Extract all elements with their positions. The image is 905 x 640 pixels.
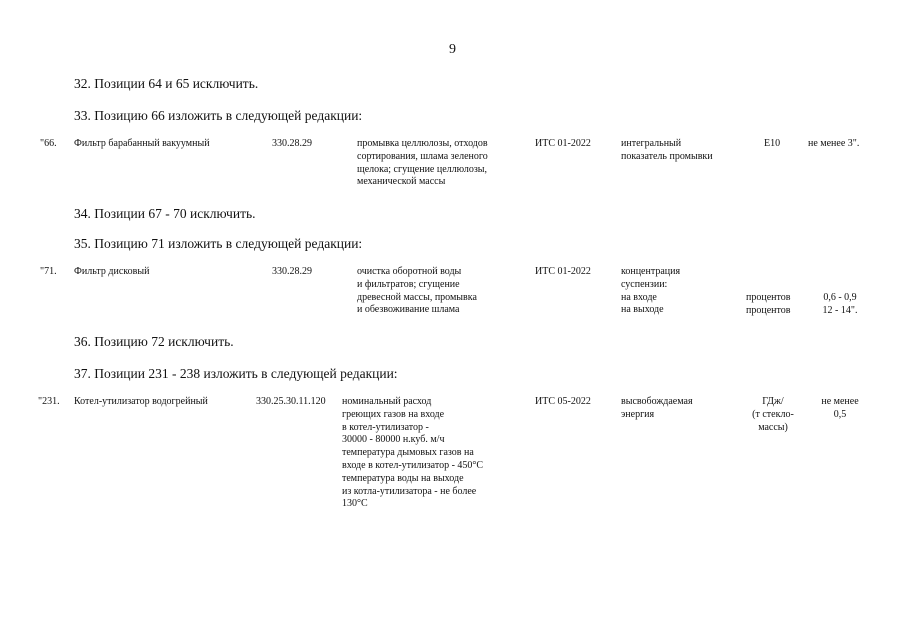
row-71-unit: процентов процентов (746, 292, 791, 316)
row-231-unit: ГДж/ (т стекло- массы) (752, 396, 794, 433)
paragraph-33: 33. Позицию 66 изложить в следующей редакции: (74, 108, 363, 123)
page-number: 9 (449, 42, 456, 57)
row-66-its: ИТС 01-2022 (535, 138, 591, 149)
row-71-description: очистка оборотной воды и фильтратов; сгущение древесной массы, промывка и обезвоживание шлама (357, 266, 477, 316)
row-66-indicator: интегральный показатель промывки (621, 138, 713, 162)
row-231-description: номинальный расход греющих газов на входе в котел-утилизатор - 30000 - 80000 н.куб. м/ч температура дымовых газов на входе в котел-утилизатор - 450°C температура воды на выходе из котла-утилизатора - не более 130°C (342, 396, 484, 510)
row-231-value: не менее 0,5 (821, 396, 859, 420)
row-71-name: Фильтр дисковый (74, 266, 150, 277)
row-66-number: "66. (40, 138, 57, 149)
row-71-number: "71. (40, 266, 57, 277)
row-71-value: 0,6 - 0,9 12 - 14". (822, 292, 858, 316)
row-231-code: 330.25.30.11.120 (256, 396, 326, 407)
paragraph-34: 34. Позиции 67 - 70 исключить. (74, 206, 256, 221)
row-71-code: 330.28.29 (272, 266, 312, 277)
row-231-indicator: высвобождаемая энергия (621, 396, 693, 420)
paragraph-36: 36. Позицию 72 исключить. (74, 334, 234, 349)
row-231-name: Котел-утилизатор водогрейный (74, 396, 208, 407)
row-71-its: ИТС 01-2022 (535, 266, 591, 277)
paragraph-35: 35. Позицию 71 изложить в следующей редакции: (74, 236, 363, 251)
row-231-its: ИТС 05-2022 (535, 396, 591, 407)
row-231-number: "231. (38, 396, 60, 407)
row-66-unit: Е10 (764, 138, 781, 149)
paragraph-32: 32. Позиции 64 и 65 исключить. (74, 76, 259, 91)
row-71-indicator: концентрация суспензии: на входе на выходе (621, 266, 681, 316)
row-66-code: 330.28.29 (272, 138, 312, 149)
row-66-name: Фильтр барабанный вакуумный (74, 138, 210, 149)
row-66-description: промывка целлюлозы, отходов сортирования, шлама зеленого щелока; сгущение целлюлозы, механической массы (357, 138, 488, 188)
paragraph-37: 37. Позиции 231 - 238 изложить в следующей редакции: (74, 366, 398, 381)
row-66-value: не менее 3". (808, 138, 860, 149)
